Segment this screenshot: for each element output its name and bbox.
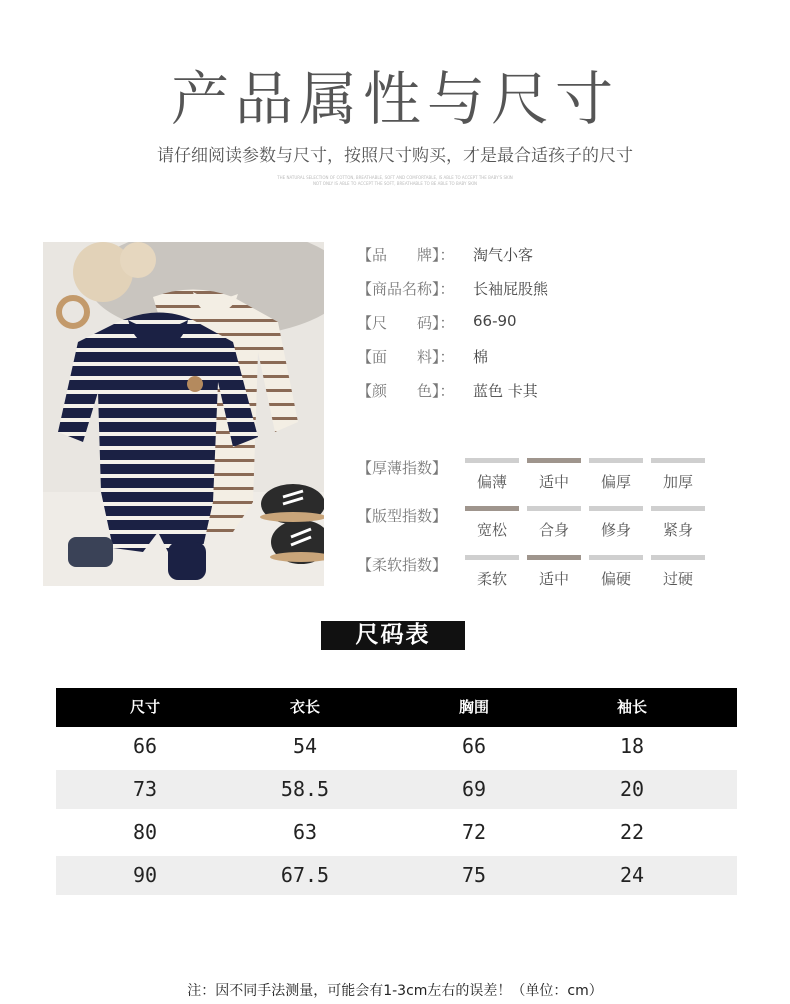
index-option: 加厚	[662, 473, 693, 491]
table-cell: 54	[292, 734, 318, 758]
attr-key: 【品 牌】：	[357, 246, 455, 264]
table-cell: 67.5	[280, 863, 330, 887]
table-cell: 75	[461, 863, 487, 887]
size-chart-title: 尺码表	[321, 621, 465, 650]
index-bar	[651, 506, 705, 511]
index-option: 偏薄	[476, 473, 507, 491]
index-bar	[465, 458, 519, 463]
index-bar	[589, 506, 643, 511]
table-cell: 63	[292, 820, 318, 844]
index-label-thickness: 【厚薄指数】	[357, 459, 448, 477]
index-bar	[527, 506, 581, 511]
index-bar	[589, 458, 643, 463]
table-cell: 90	[132, 863, 158, 887]
index-option: 宽松	[476, 521, 507, 539]
fine-print-line-1: THE NATURAL SELECTION OF COTTON, BREATHABLE, SOFT AND COMFORTABLE, IS ABLE TO ACCEPT THE BABY'S SKIN	[277, 175, 513, 180]
table-cell: 24	[619, 863, 645, 887]
index-bar	[527, 555, 581, 560]
attr-value: 蓝色 卡其	[473, 382, 538, 400]
index-option: 过硬	[662, 570, 693, 588]
attr-value: 66-90	[473, 312, 517, 330]
table-cell: 73	[132, 777, 158, 801]
fine-print	[200, 175, 590, 187]
index-option: 柔软	[476, 570, 507, 588]
table-cell: 66	[132, 734, 158, 758]
measurement-note: 注：因不同手法测量，可能会有1-3cm左右的误差！（单位：cm）	[187, 983, 603, 999]
index-option: 紧身	[662, 521, 693, 539]
index-label-fit: 【版型指数】	[357, 507, 448, 525]
header-cell: 衣长	[289, 698, 320, 716]
index-bar	[589, 555, 643, 560]
attr-value: 淘气小客	[473, 246, 534, 264]
index-bar	[465, 555, 519, 560]
table-cell: 58.5	[280, 777, 330, 801]
table-cell: 80	[132, 820, 158, 844]
index-option: 适中	[538, 570, 569, 588]
fine-print-line-2: NOT ONLY IS ABLE TO ACCEPT THE SOFT, BREATHABLE TO BE ABLE TO BABY SKIN	[312, 181, 478, 186]
page-title: 产品属性与尺寸	[170, 65, 619, 133]
attr-key: 【颜 色】：	[357, 382, 455, 400]
header-cell: 胸围	[458, 698, 489, 716]
attr-value: 长袖屁股熊	[473, 280, 549, 298]
index-bar	[651, 458, 705, 463]
attr-key: 【尺 码】：	[357, 314, 455, 332]
romper-illustration	[43, 242, 324, 586]
attr-key: 【面 料】：	[357, 348, 455, 366]
index-option: 偏厚	[600, 473, 631, 491]
index-bar	[651, 555, 705, 560]
attr-value: 棉	[473, 348, 489, 366]
index-option: 适中	[538, 473, 569, 491]
table-cell: 22	[619, 820, 645, 844]
header-cell: 袖长	[616, 698, 647, 716]
table-cell: 72	[461, 820, 487, 844]
attr-key: 【商品名称】：	[357, 280, 455, 298]
table-row	[56, 770, 737, 809]
index-bar	[527, 458, 581, 463]
header-cell: 尺寸	[129, 698, 160, 716]
table-header	[56, 688, 737, 727]
table-cell: 66	[461, 734, 487, 758]
table-row	[56, 727, 737, 766]
table-cell: 18	[619, 734, 645, 758]
table-cell: 20	[619, 777, 645, 801]
page-subtitle: 请仔细阅读参数与尺寸，按照尺寸购买，才是最合适孩子的尺寸	[157, 146, 633, 166]
table-row	[56, 813, 737, 852]
index-option: 偏硬	[600, 570, 631, 588]
table-row	[56, 856, 737, 895]
index-option: 修身	[600, 521, 631, 539]
size-table	[56, 688, 737, 895]
index-bar	[465, 506, 519, 511]
table-cell: 69	[461, 777, 487, 801]
product-photo	[43, 242, 324, 586]
index-label-softness: 【柔软指数】	[357, 556, 448, 574]
index-option: 合身	[538, 521, 569, 539]
